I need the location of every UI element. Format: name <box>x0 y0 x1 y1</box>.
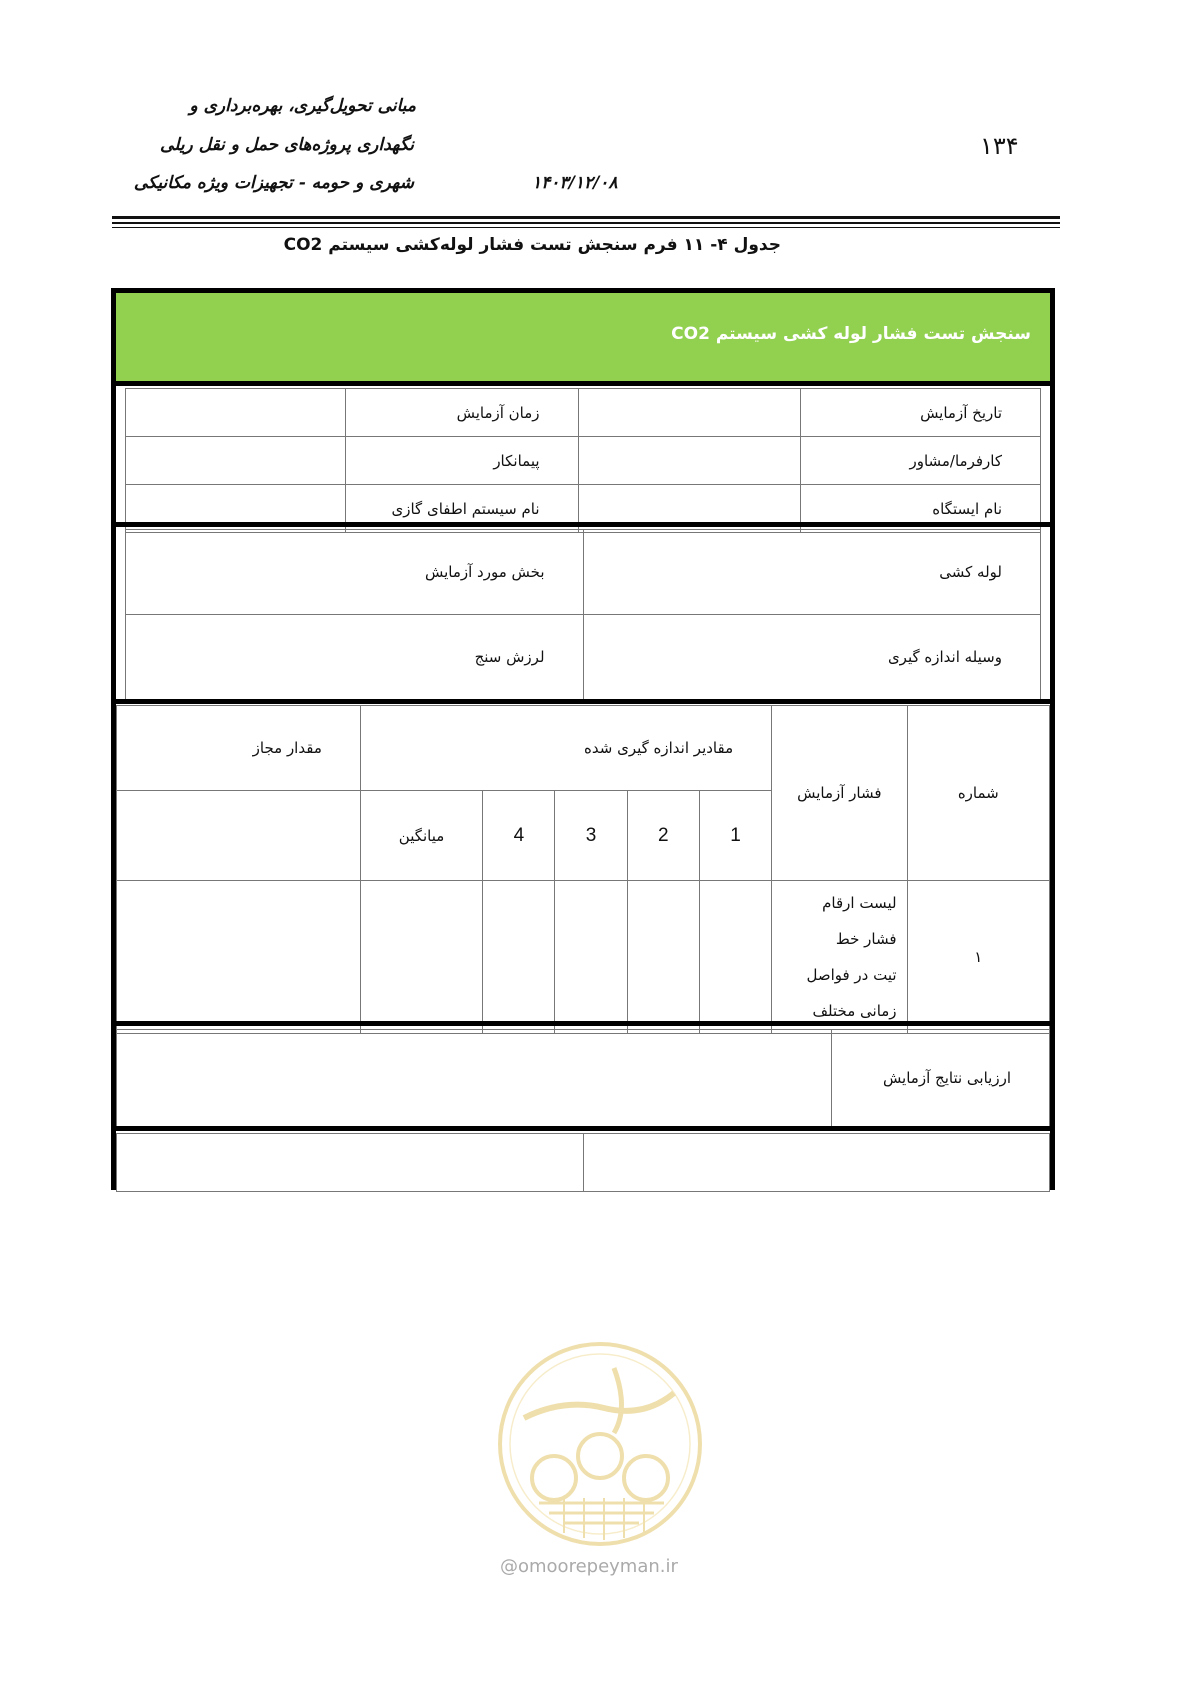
info-label: پیمانکار <box>345 437 578 485</box>
header-rule <box>112 227 1060 228</box>
table-row <box>117 881 1050 1034</box>
page-number: ۱۳۴ <box>980 132 1019 160</box>
sub-header-average: میانگین <box>360 791 482 881</box>
measurement-cell[interactable] <box>699 881 771 1034</box>
row-number: ۱ <box>907 881 1049 1034</box>
header-rule <box>112 216 1060 219</box>
test-section-table <box>125 529 1041 700</box>
header-line-2: نگهداری پروژه‌های حمل و نقل ریلی <box>160 135 414 155</box>
table-row <box>117 1030 1050 1127</box>
row-description-line: تیت در فواصل <box>806 966 897 984</box>
info-value[interactable] <box>578 437 801 485</box>
table-row <box>117 1134 1050 1192</box>
signature-cell[interactable] <box>117 1134 584 1192</box>
table-row <box>117 706 1050 791</box>
measurement-cell[interactable] <box>483 881 555 1034</box>
measured-values-header: مقادیر اندازه گیری شده <box>360 706 771 791</box>
table-row <box>126 615 1041 700</box>
signature-cell[interactable] <box>583 1134 1050 1192</box>
info-value[interactable] <box>578 389 801 437</box>
header-rule <box>112 222 1060 224</box>
measurement-cell[interactable] <box>627 881 699 1034</box>
sub-header-4: 4 <box>483 791 555 881</box>
header-line-3: شهری و حومه - تجهیزات ویژه مکانیکی <box>133 173 414 193</box>
form-title: سنجش تست فشار لوله کشی سیستم CO2 <box>671 324 1031 344</box>
watermark-text: @omoorepeyman.ir <box>500 1556 678 1577</box>
allowed-value-cell[interactable] <box>117 881 361 1034</box>
section-label: لرزش سنج <box>126 615 584 700</box>
signature-table <box>116 1133 1050 1192</box>
section-label: لوله کشی <box>583 530 1040 615</box>
row-description-line: فشار خط <box>835 930 897 948</box>
allowed-value-header: مقدار مجاز <box>117 706 361 791</box>
info-label: نام ایستگاه <box>801 485 1041 533</box>
section-divider <box>111 381 1055 386</box>
row-description-line: زمانی مختلف <box>812 1002 897 1020</box>
row-description <box>772 881 907 1034</box>
info-table <box>125 388 1041 533</box>
section-divider <box>111 699 1055 704</box>
sub-header-2: 2 <box>627 791 699 881</box>
header-line-1: مبانی تحویل‌گیری، بهره‌برداری و <box>189 96 416 116</box>
table-row <box>126 530 1041 615</box>
table-caption: جدول ۴- ۱۱ فرم سنجش تست فشار لوله‌کشی سیستم CO2 <box>283 235 781 255</box>
section-label: بخش مورد آزمایش <box>126 530 584 615</box>
measurement-table <box>116 705 1050 1034</box>
average-cell[interactable] <box>360 881 482 1034</box>
pressure-header: فشار آزمایش <box>772 706 907 881</box>
info-label: زمان آزمایش <box>345 389 578 437</box>
evaluation-label: ارزیابی نتایج آزمایش <box>832 1030 1050 1127</box>
row-description-line: لیست ارقام <box>822 894 897 912</box>
table-row <box>126 389 1041 437</box>
sub-header-3: 3 <box>555 791 627 881</box>
watermark-logo-icon <box>494 1338 706 1550</box>
info-label: تاریخ آزمایش <box>801 389 1041 437</box>
table-row <box>126 437 1041 485</box>
number-header: شماره <box>907 706 1049 881</box>
header-date: ۱۴۰۳/۱۲/۰۸ <box>532 173 618 193</box>
section-divider <box>111 1021 1055 1026</box>
section-label: وسیله اندازه گیری <box>583 615 1040 700</box>
allowed-value-cell[interactable] <box>117 791 361 881</box>
evaluation-value[interactable] <box>117 1030 832 1127</box>
evaluation-table <box>116 1029 1050 1127</box>
sub-header-1: 1 <box>699 791 771 881</box>
info-value[interactable] <box>126 437 346 485</box>
section-divider <box>111 1126 1055 1131</box>
measurement-cell[interactable] <box>555 881 627 1034</box>
info-label: نام سیستم اطفای گازی <box>345 485 578 533</box>
info-label: کارفرما/مشاور <box>801 437 1041 485</box>
info-value[interactable] <box>126 389 346 437</box>
section-divider <box>111 522 1055 527</box>
